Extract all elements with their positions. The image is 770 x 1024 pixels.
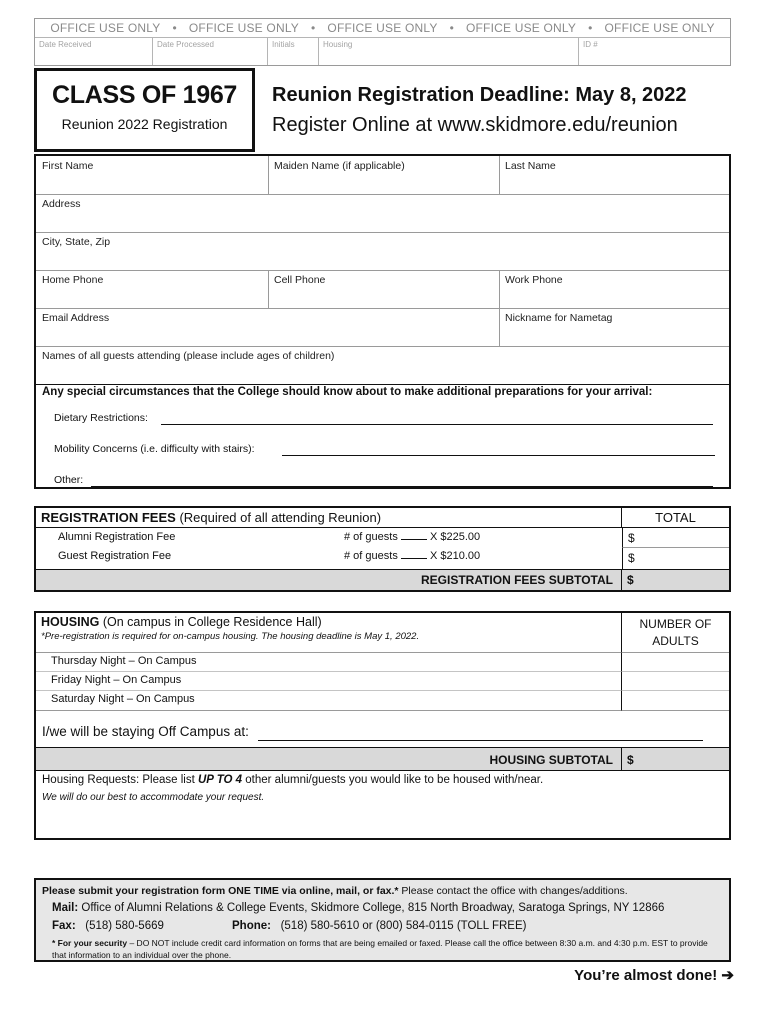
friday-night-row: Friday Night – On Campus	[36, 672, 622, 691]
address-field[interactable]: Address	[42, 198, 81, 210]
register-online-link[interactable]: Register Online at www.skidmore.edu/reunion	[272, 114, 678, 136]
total-header: TOTAL	[622, 508, 729, 528]
housing-subtotal-field[interactable]: $	[622, 747, 729, 771]
guest-count-input[interactable]	[401, 558, 427, 559]
saturday-adults-field[interactable]	[622, 691, 729, 711]
housing-table	[34, 611, 731, 840]
housing-title: HOUSING (On campus in College Residence Hall) *Pre-registration is required for on-campus housing. The housing deadline is May 1, 2022.	[36, 613, 622, 653]
housing-requests-label: Housing Requests: Please list UP TO 4 other alumni/guests you would like to be housed with/near.	[42, 774, 544, 786]
nickname-field[interactable]: Nickname for Nametag	[505, 312, 613, 324]
maiden-name-field[interactable]: Maiden Name (if applicable)	[274, 160, 405, 172]
id-field[interactable]: ID #	[583, 40, 598, 49]
thursday-adults-field[interactable]	[622, 653, 729, 672]
registrant-info-form	[34, 154, 731, 489]
date-processed-field[interactable]: Date Processed	[153, 38, 268, 65]
dietary-label: Dietary Restrictions:	[54, 412, 148, 424]
housing-subtotal-label: HOUSING SUBTOTAL	[36, 747, 622, 771]
email-field[interactable]: Email Address	[42, 312, 110, 324]
work-phone-field[interactable]: Work Phone	[505, 274, 563, 286]
alumni-fee-label: Alumni Registration Fee	[58, 531, 176, 543]
registration-fees-table	[34, 506, 731, 592]
last-name-field[interactable]: Last Name	[505, 160, 556, 172]
number-of-adults-header: NUMBER OF ADULTS	[622, 613, 729, 653]
mobility-input[interactable]	[282, 455, 715, 456]
registration-deadline: Reunion Registration Deadline: May 8, 2022	[272, 84, 687, 106]
other-label: Other:	[54, 474, 84, 486]
submission-instructions	[34, 878, 731, 962]
fees-subtotal-label: REGISTRATION FEES SUBTOTAL	[36, 569, 622, 590]
arrow-right-icon: ➔	[721, 967, 734, 984]
other-input[interactable]	[91, 486, 713, 487]
class-subtitle: Reunion 2022 Registration	[61, 116, 228, 132]
submit-once-note: Please submit your registration form ONE TIME via online, mail, or fax.* Please contact the office with changes/additions.	[42, 885, 628, 897]
home-phone-field[interactable]: Home Phone	[42, 274, 104, 286]
fees-subtotal-field[interactable]: $	[622, 569, 729, 590]
mobility-label: Mobility Concerns (i.e. difficulty with stairs):	[54, 443, 255, 455]
alumni-guests-count: # of guests X $225.00	[344, 531, 481, 543]
office-use-header: OFFICE USE ONLY • OFFICE USE ONLY • OFFICE USE ONLY • OFFICE USE ONLY • OFFICE USE ONLY	[50, 21, 715, 35]
off-campus-label: I/we will be staying Off Campus at:	[42, 724, 249, 739]
cell-phone-field[interactable]: Cell Phone	[274, 274, 326, 286]
alumni-count-input[interactable]	[401, 539, 427, 540]
thursday-night-row: Thursday Night – On Campus	[36, 653, 622, 672]
first-name-field[interactable]: First Name	[42, 160, 94, 172]
class-title-box	[34, 68, 255, 152]
dietary-input[interactable]	[161, 424, 713, 425]
mail-address: Mail: Office of Alumni Relations & College Events, Skidmore College, 815 North Broadway, Saratoga Springs, NY 12866	[52, 902, 665, 914]
fax-number: Fax: (518) 580-5669	[52, 920, 164, 932]
city-state-zip-field[interactable]: City, State, Zip	[42, 236, 111, 248]
almost-done-note: You’re almost done! ➔	[574, 967, 734, 984]
class-title: CLASS OF 1967	[51, 81, 238, 109]
friday-adults-field[interactable]	[622, 672, 729, 691]
fees-title: REGISTRATION FEES (Required of all attending Reunion)	[36, 508, 622, 528]
phone-number: Phone: (518) 580-5610 or (800) 584-0115 (TOLL FREE)	[232, 920, 527, 932]
special-circumstances-title: Any special circumstances that the College should know about to make additional preparations for your arrival:	[42, 386, 653, 398]
housing-requests-input[interactable]	[36, 806, 729, 838]
guests-names-field[interactable]: Names of all guests attending (please include ages of children)	[42, 350, 335, 362]
saturday-night-row: Saturday Night – On Campus	[36, 691, 622, 711]
off-campus-input[interactable]	[258, 740, 703, 741]
office-use-box	[34, 18, 731, 66]
guest-guests-count: # of guests X $210.00	[344, 550, 481, 562]
initials-field[interactable]: Initials	[268, 38, 319, 65]
date-received-field[interactable]: Date Received	[35, 38, 153, 65]
housing-office-field[interactable]: Housing	[319, 38, 579, 65]
security-note: * For your security – DO NOT include credit card information on forms that are being emailed or faxed. Please call the office between 8:30 a.m. and 4:30 p.m. EST to provide that information to an individual over the phone.	[52, 938, 708, 960]
guest-fee-label: Guest Registration Fee	[58, 550, 172, 562]
housing-note: *Pre-registration is required for on-campus housing. The housing deadline is May 1, 2022.	[41, 631, 420, 642]
alumni-total-field[interactable]: $	[622, 528, 729, 548]
guest-total-field[interactable]: $	[622, 548, 729, 569]
housing-requests-note: We will do our best to accommodate your request.	[42, 792, 265, 803]
